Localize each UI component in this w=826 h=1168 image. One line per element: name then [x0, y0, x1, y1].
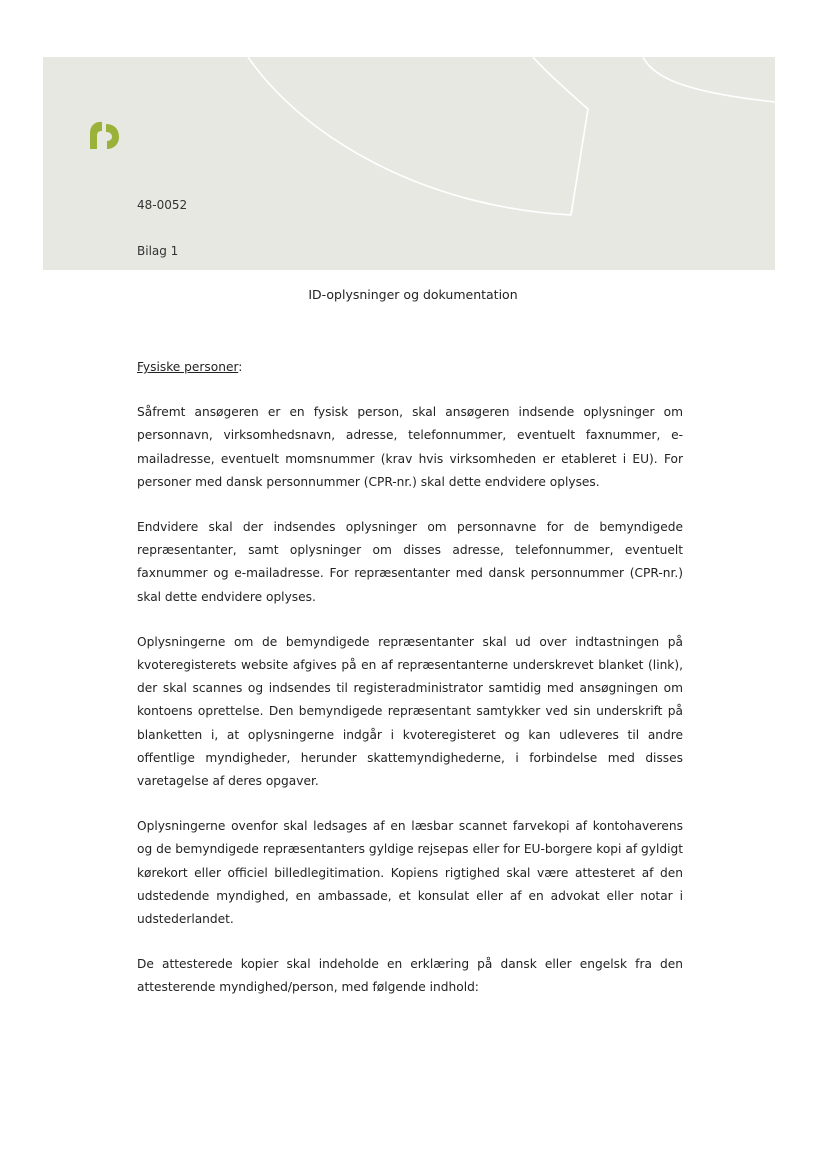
logo-icon — [86, 119, 122, 151]
reference-number: 48-0052 — [137, 198, 188, 212]
section-heading-text: Fysiske personer — [137, 360, 239, 374]
document-title: ID-oplysninger og dokumentation — [308, 287, 518, 302]
paragraph: Oplysningerne ovenfor skal ledsages af en læsbar scannet farvekopi af kontohaverens og de bemyndigede repræsentanters gyldige rejsepas eller for EU-borgere kopi af gyldigt kørekort eller officiel billedlegitimation. Kopiens rigtighed skal være attesteret af den udstedende myndighed, en ambassade, et konsulat eller af en advokat eller notar i udstederlandet. — [137, 819, 683, 927]
paragraph: Såfremt ansøgeren er en fysisk person, skal ansøgeren indsende oplysninger om personnavn, virksomhedsnavn, adresse, telefonnummer, eventuelt faxnummer, e-mailadresse, eventuelt momsnummer (krav hvis virksomheden er etableret i EU). For personer med dansk personnummer (CPR-nr.) skal dette endvidere oplyses. — [137, 405, 683, 489]
paragraph: Endvidere skal der indsendes oplysninger om personnavne for de bemyndigede repræsentanter, samt oplysninger om disses adresse, telefonnummer, eventuelt faxnummer og e-mailadresse. For repræsentanter med dansk personnummer (CPR-nr.) skal dette endvidere oplyses. — [137, 520, 683, 604]
decorative-lines — [43, 57, 775, 270]
section-heading-colon: : — [238, 360, 243, 374]
document-body — [137, 356, 683, 1022]
attachment-label: Bilag 1 — [137, 244, 179, 258]
section-heading — [137, 356, 683, 379]
paragraph: Oplysningerne om de bemyndigede repræsentanter skal ud over indtastningen på kvoteregisterets website afgives på en af repræsentanterne underskrevet blanket (link), der skal scannes og indsendes til registeradministrator samtidig med ansøgningen om kontoens oprettelse. Den bemyndigede repræsentant samtykker ved sin underskrift på blanketten i, at oplysningerne indgår i kvoteregisteret og kan udleveres til andre offentlige myndigheder, herunder skattemyndighederne, i forbindelse med disses varetagelse af deres opgaver. — [137, 634, 683, 789]
paragraph: De attesterede kopier skal indeholde en erklæring på dansk eller engelsk fra den attesterende myndighed/person, med følgende indhold: — [137, 957, 683, 995]
header-band — [43, 57, 775, 270]
